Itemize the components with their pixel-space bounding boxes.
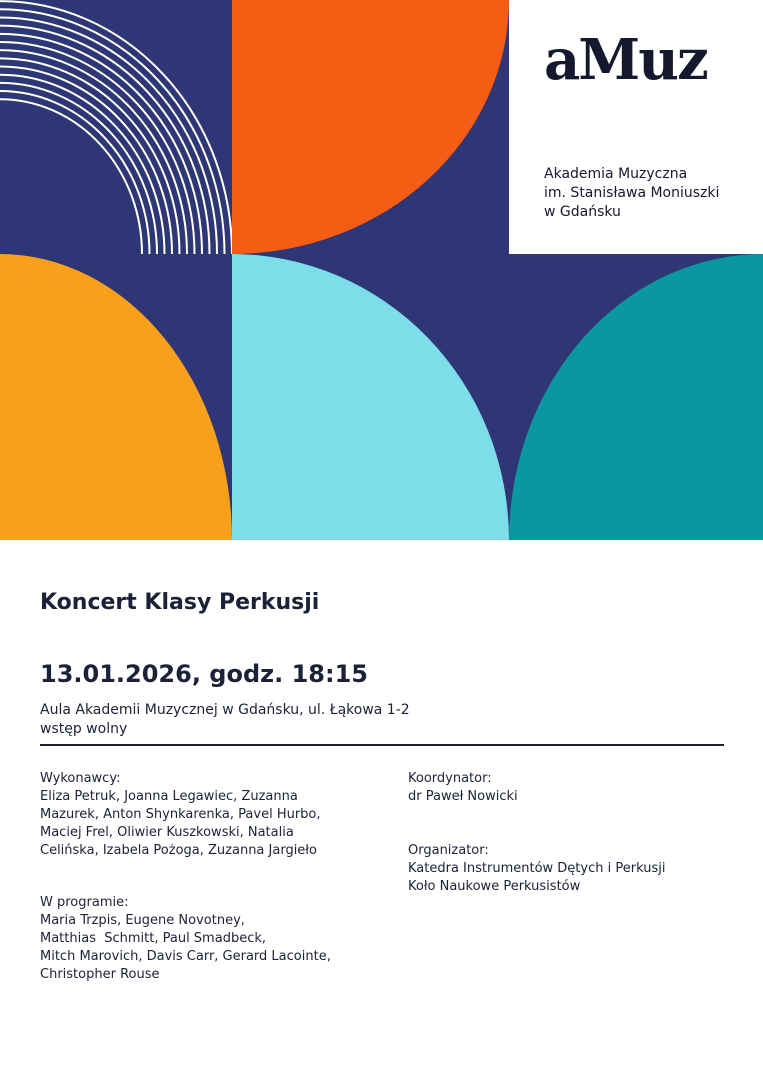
- performers-line: Mazurek, Anton Shynkarenka, Pavel Hurbo,: [40, 807, 321, 822]
- coordinator-name: dr Paweł Nowicki: [408, 789, 518, 804]
- performers-section: [40, 770, 321, 860]
- program-line: Mitch Marovich, Davis Carr, Gerard Lacointe,: [40, 949, 331, 964]
- institution-name: [544, 165, 719, 222]
- performers-line: Eliza Petruk, Joanna Legawiec, Zuzanna: [40, 789, 298, 804]
- concert-datetime: 13.01.2026, godz. 18:15: [40, 660, 368, 688]
- coordinator-heading: Koordynator:: [408, 771, 492, 786]
- divider: [40, 744, 724, 746]
- organizer-line: Katedra Instrumentów Dętych i Perkusji: [408, 861, 666, 876]
- program-line: Christopher Rouse: [40, 967, 160, 982]
- coordinator-section: [408, 770, 518, 806]
- performers-line: Celińska, Izabela Pożoga, Zuzanna Jargieło: [40, 843, 317, 858]
- institution-line: Akademia Muzyczna: [544, 166, 688, 182]
- concert-title: Koncert Klasy Perkusji: [40, 590, 320, 615]
- venue-address: Aula Akademii Muzycznej w Gdańsku, ul. Łąkowa 1-2: [40, 702, 410, 718]
- organizer-section: [408, 842, 665, 896]
- performers-line: Maciej Frel, Oliwier Kuszkowski, Natalia: [40, 825, 294, 840]
- program-line: Maria Trzpis, Eugene Novotney,: [40, 913, 245, 928]
- admission-note: wstęp wolny: [40, 721, 128, 737]
- program-heading: W programie:: [40, 895, 129, 910]
- venue-info: [40, 701, 410, 739]
- organizer-line: Koło Naukowe Perkusistów: [408, 879, 581, 894]
- program-line: Matthias Schmitt, Paul Smadbeck,: [40, 931, 267, 946]
- organizer-heading: Organizator:: [408, 843, 489, 858]
- logo-panel-content: [509, 0, 763, 254]
- program-section: [40, 894, 331, 984]
- performers-heading: Wykonawcy:: [40, 771, 121, 786]
- amuz-logo[interactable]: aMuz: [544, 27, 707, 93]
- institution-line: im. Stanisława Moniuszki: [544, 185, 720, 201]
- institution-line: w Gdańsku: [544, 204, 621, 220]
